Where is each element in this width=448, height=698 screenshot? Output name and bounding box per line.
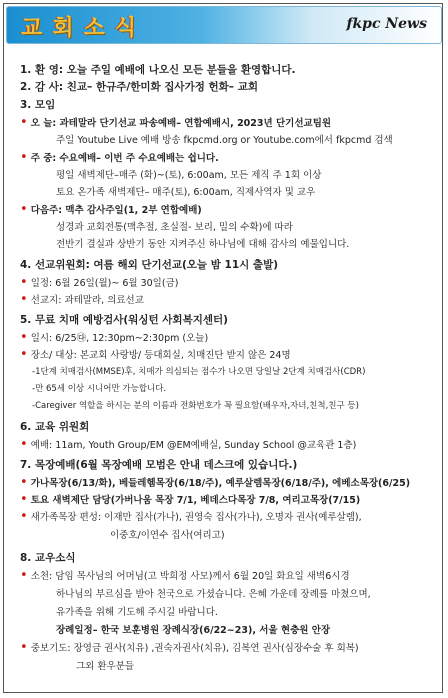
bullet-icon: •: [20, 492, 28, 507]
item-welcome: 1. 환 영: 오늘 주일 예배에 나오신 모든 분들을 환영합니다.: [20, 64, 296, 76]
cell-schedule-text: 가나목장(6/13/화), 베들레헴목장(6/18/주), 예루살렘목장(6/18/주), 에베소목장(6/25): [30, 478, 411, 489]
education-worship: [20, 437, 356, 451]
funeral-news: [20, 568, 350, 582]
bullet-icon: •: [20, 115, 28, 130]
funeral-news-2: 하나님의 부르심을 받아 천국으로 가셨습니다. 은혜 가운데 장례를 마쳤으며,: [56, 589, 371, 600]
new-family-cell: [20, 509, 362, 523]
banner-title: 교회소식: [21, 16, 147, 41]
item-dementia-heading: 5. 무료 치매 예방검사(워싱턴 사회복지센터): [20, 314, 228, 326]
item-member-news-heading: 8. 교우소식: [20, 552, 76, 564]
youtube-live-line: 주일 Youtube Live 예배 방송 fkpcmd.org or Youtube.com에서 fkpcmd 검색: [56, 135, 393, 146]
item-thanks: 2. 감 사: 친교– 한규주/한미화 집사가정 헌화– 교회: [20, 81, 258, 93]
mission-schedule: [20, 275, 178, 289]
thanksgiving-line-2: 전반기 결실과 상반기 동안 지켜주신 하나님에 대해 감사의 예물입니다.: [56, 239, 350, 250]
mission-schedule-text: 일정: 6월 26일(월)~ 6월 30일(금): [30, 278, 179, 289]
mission-location-text: 선교지: 과테말라, 의료선교: [30, 295, 144, 306]
banner-subtitle: fkpc News: [346, 16, 427, 32]
item-education-heading: 6. 교육 위원회: [20, 421, 90, 433]
funeral-schedule: 장례일정– 한국 보훈병원 장례식장(6/22~23), 서울 현충원 안장: [56, 625, 331, 636]
meeting-next-week: [20, 202, 202, 216]
meeting-weekday-text: 주 중: 수요예배– 이번 주 수요예배는 쉽니다.: [30, 153, 219, 164]
thanksgiving-line-1: 성경과 교회전통(맥추절, 초실절- 보리, 밀의 수확)에 따라: [56, 222, 293, 233]
intercessory-prayer-cont: 그외 환우분들: [76, 661, 135, 672]
education-worship-text: 예배: 11am, Youth Group/EM @EM예배실, Sunday School @교육관 1층): [30, 440, 357, 451]
bullet-icon: •: [20, 509, 28, 524]
bullet-icon: •: [20, 275, 28, 290]
item-meetings-heading: 3. 모임: [20, 99, 56, 111]
bullet-icon: •: [20, 568, 28, 583]
meeting-today: [20, 115, 331, 129]
bullet-icon: •: [20, 292, 28, 307]
item-mission-heading: 4. 선교위원회: 여름 해외 단기선교(오늘 밤 11시 출발): [20, 259, 279, 271]
dementia-datetime: [20, 330, 208, 344]
mission-location: [20, 292, 144, 306]
new-family-cell-text: 새가족목장 편성: 이재만 집사(가나), 권영숙 집사(가나), 오명자 권사(예루살렘),: [30, 512, 362, 523]
dementia-note-1: -1단계 치매검사(MMSE)후, 치매가 의심되는 점수가 나오면 당일날 2단계 치매검사(CDR): [32, 367, 366, 377]
dementia-place-text: 장소/ 대상: 본교회 사랑방/ 등대회실, 치매진단 받지 않은 24명: [30, 350, 291, 361]
funeral-news-3: 유가족을 위해 기도해 주시길 바랍니다.: [56, 607, 218, 618]
cell-schedule: [20, 475, 410, 489]
meeting-weekday: [20, 150, 219, 164]
intercessory-prayer: [20, 640, 359, 654]
bullet-icon: •: [20, 347, 28, 362]
dementia-note-3: -Caregiver 역할을 하시는 분의 이름과 전화번호가 꼭 필요함(배우자,자녀,친척,친구 등): [32, 401, 359, 411]
dementia-place: [20, 347, 291, 361]
new-family-cell-cont: 이중호/이연수 집사(여리고): [110, 530, 225, 541]
news-banner: [6, 6, 442, 44]
bullet-icon: •: [20, 475, 28, 490]
intercessory-prayer-text: 중보기도: 장영금 권사(치유) ,권숙자권사(치유), 김복연 권사(심장수술 후 회복): [30, 643, 359, 654]
item-cell-heading: 7. 목장예배(6월 목장예배 모범은 안내 데스크에 있습니다.): [20, 459, 298, 471]
funeral-news-text: 소천: 담임 목사님의 어머님(고 박희정 사모)께서 6월 20일 화요일 새벽6시경: [30, 571, 350, 582]
bullet-icon: •: [20, 437, 28, 452]
meeting-today-text: 오 늘: 과테말라 단기선교 파송예배– 연합예배시, 2023년 단기선교팀원: [30, 118, 332, 129]
saturday-duty-text: 토요 새벽제단 담당(가버나움 목장 7/1, 베데스다목장 7/8, 여리고목장(7/15): [30, 495, 361, 506]
dementia-datetime-text: 일시: 6/25㉰, 12:30pm~2:30pm (오늘): [30, 333, 209, 344]
dawn-prayer-weekday: 평일 새벽제단–매주 (화)~(토), 6:00am, 모든 제직 주 1회 이상: [56, 170, 322, 181]
dementia-note-2: -만 65세 이상 시니어만 가능합니다.: [32, 384, 167, 394]
meeting-next-week-text: 다음주: 맥추 감사주일(1, 2부 연합예배): [30, 205, 202, 216]
bullet-icon: •: [20, 640, 28, 655]
dawn-prayer-saturday: 토요 온가족 새벽제단– 매주(토), 6:00am, 직제사역자 및 교우: [56, 187, 316, 198]
bullet-icon: •: [20, 150, 28, 165]
saturday-duty: [20, 492, 360, 506]
bullet-icon: •: [20, 202, 28, 217]
bullet-icon: •: [20, 330, 28, 345]
